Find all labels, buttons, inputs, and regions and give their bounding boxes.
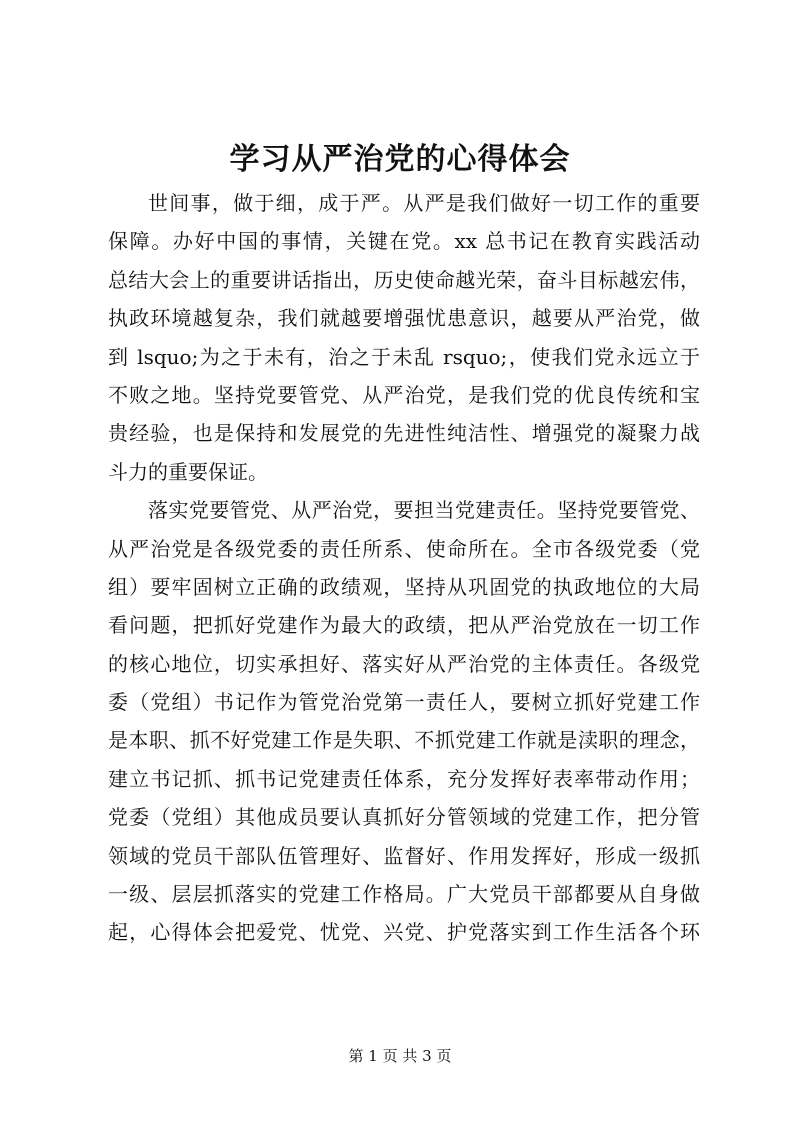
paragraph-1-line-4: 执政环境越复杂，我们就越要增强忧患意识，越要从严治党，做 xyxy=(108,306,700,331)
document-title: 学习从严治党的心得体会 xyxy=(229,142,571,177)
paragraph-1-line-7: 贵经验，也是保持和发展党的先进性纯洁性、增强党的凝聚力战 xyxy=(108,421,700,446)
paragraph-1-line-2: 保障。办好中国的事情，关键在党。xx 总书记在教育实践活动 xyxy=(108,229,700,254)
paragraph-1-line-6: 不败之地。坚持党要管党、从严治党，是我们党的优良传统和宝 xyxy=(108,382,700,407)
paragraph-2-line-2: 从严治党是各级党委的责任所系、使命所在。全市各级党委（党 xyxy=(108,536,700,561)
document-body xyxy=(108,184,700,952)
paragraph-1-line-1: 世间事，做于细，成于严。从严是我们做好一切工作的重要 xyxy=(148,191,700,215)
paragraph-2-line-8: 建立书记抓、抓书记党建责任体系，充分发挥好表率带动作用； xyxy=(108,766,700,791)
paragraph-2-line-10: 领域的党员干部队伍管理好、监督好、作用发挥好，形成一级抓 xyxy=(108,843,700,868)
paragraph-1-line-3: 总结大会上的重要讲话指出，历史使命越光荣，奋斗目标越宏伟， xyxy=(108,267,700,292)
page-number-footer: 第 1 页 共 3 页 xyxy=(348,1047,452,1065)
paragraph-2-line-9: 党委（党组）其他成员要认真抓好分管领域的党建工作，把分管 xyxy=(108,805,700,830)
paragraph-1-line-8: 斗力的重要保证。 xyxy=(108,459,268,484)
paragraph-2-line-3: 组）要牢固树立正确的政绩观，坚持从巩固党的执政地位的大局 xyxy=(108,574,700,599)
paragraph-2-line-4: 看问题，把抓好党建作为最大的政绩，把从严治党放在一切工作 xyxy=(108,613,700,638)
paragraph-2-line-1: 落实党要管党、从严治党，要担当党建责任。坚持党要管党、 xyxy=(148,498,700,523)
paragraph-2-line-6: 委（党组）书记作为管党治党第一责任人，要树立抓好党建工作 xyxy=(108,690,700,715)
paragraph-2-line-12: 起，心得体会把爱党、忧党、兴党、护党落实到工作生活各个环 xyxy=(108,920,700,945)
paragraph-2-line-7: 是本职、抓不好党建工作是失职、不抓党建工作就是渎职的理念， xyxy=(108,728,700,753)
paragraph-2-line-5: 的核心地位，切实承担好、落实好从严治党的主体责任。各级党 xyxy=(108,651,700,676)
paragraph-2-line-11: 一级、层层抓落实的党建工作格局。广大党员干部都要从自身做 xyxy=(108,882,700,907)
paragraph-1-line-5: 到 lsquo;为之于未有，治之于未乱 rsquo;，使我们党永远立于 xyxy=(108,344,700,369)
